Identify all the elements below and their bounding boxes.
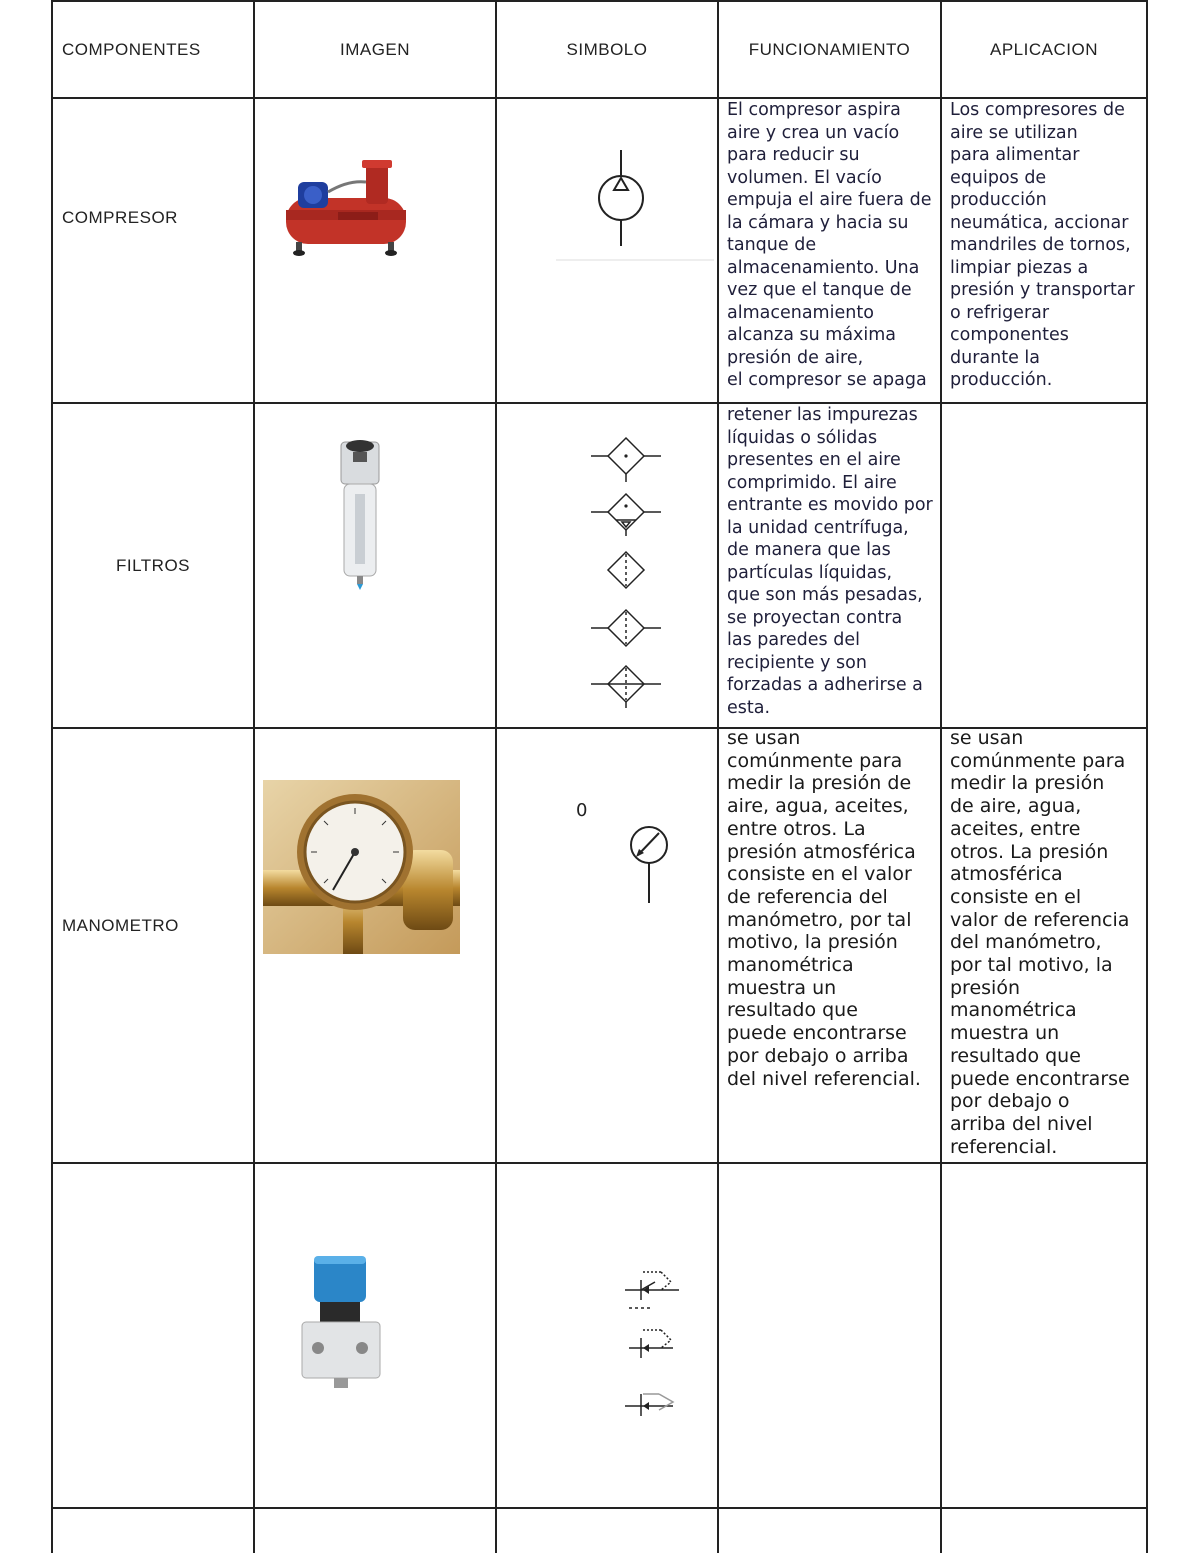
row-divider: [51, 1507, 1148, 1509]
component-name: FILTROS: [116, 556, 191, 575]
header-simbolo: SIMBOLO: [566, 39, 648, 59]
row-divider: [51, 1162, 1148, 1164]
column-divider: [51, 0, 53, 1553]
column-divider: [495, 0, 497, 1553]
row-divider: [51, 402, 1148, 404]
filtros-funcionamiento: retener las impurezas líquidas o sólidas presentes en el aire comprimido. El aire entrante es movido por la unidad centrífuga, de manera que las partículas líquidas, que son más pesadas, se proyectan contra las paredes del recipiente y son forzadas a adherirse a esta.: [727, 405, 933, 718]
compressor-symbol-icon: [581, 150, 661, 250]
column-divider: [940, 0, 942, 1553]
pressure-gauge-photo: [263, 780, 460, 954]
column-divider: [717, 0, 719, 1553]
compresor-funcionamiento: El compresor aspira aire y crea un vacío para reducir su volumen. El vacío empuja el aire fuera de la cámara y hacia su tanque de almacenamiento. Una vez que el tanque de almacenamiento alcanza su máxima presión de aire, el compresor se apaga: [727, 100, 932, 390]
gauge-symbol-icon: [621, 815, 677, 905]
column-divider: [1146, 0, 1148, 1553]
manometro-aplicacion: se usan comúnmente para medir la presión de aire, agua, aceites, entre otros. La presión atmosférica consiste en el valor de referencia del manómetro, por tal motivo, la presión manométrica muestra un resultado que puede encontrarse por debajo o arriba del nivel referencial.: [950, 727, 1130, 1158]
header-funcionamiento: FUNCIONAMIENTO: [748, 39, 911, 59]
components-table: [51, 0, 1148, 1553]
header-imagen: IMAGEN: [339, 39, 411, 59]
header-aplicacion: APLICACION: [990, 39, 1098, 59]
air-compressor-photo: [278, 152, 423, 257]
regulator-symbols-icon: [621, 1262, 683, 1432]
symbol-baseline: [556, 258, 714, 262]
filter-symbols-icon: [586, 430, 666, 710]
air-filter-photo: [333, 432, 388, 592]
pressure-regulator-photo: [298, 1252, 384, 1392]
compresor-aplicacion: Los compresores de aire se utilizan para alimentar equipos de producción neumática, accionar mandriles de tornos, limpiar piezas a presión y transportar o refrigerar componentes durante la producción.: [950, 100, 1135, 390]
component-name: MANOMETRO: [62, 916, 179, 935]
header-componentes: COMPONENTES: [62, 39, 201, 59]
column-divider: [253, 0, 255, 1553]
gauge-symbol-label: 0: [576, 800, 588, 821]
manometro-funcionamiento: se usan comúnmente para medir la presión de aire, agua, aceites, entre otros. La presión atmosférica consiste en el valor de referencia del manómetro, por tal motivo, la presión manométrica muestra un resultado que puede encontrarse por debajo o arriba del nivel referencial.: [727, 727, 921, 1090]
component-name: COMPRESOR: [62, 208, 178, 227]
